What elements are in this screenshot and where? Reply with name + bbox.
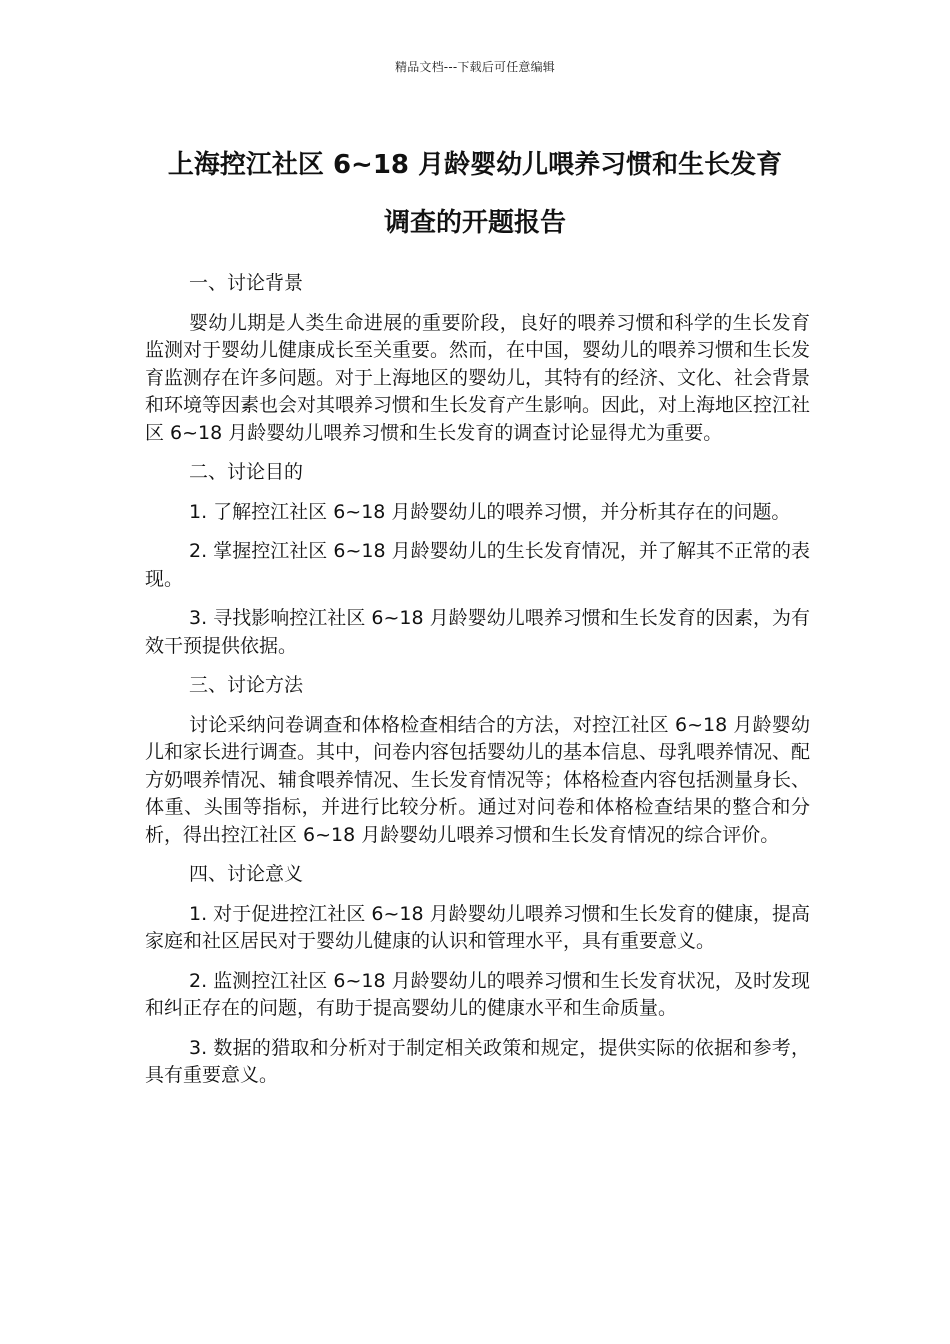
purpose-item-1: 1. 了解控江社区 6~18 月龄婴幼儿的喂养习惯，并分析其存在的问题。 — [189, 500, 791, 523]
title-line-2: 调查的开题报告 — [383, 208, 566, 238]
section-heading-method: 三、讨论方法 — [189, 674, 304, 696]
background-paragraph: 婴幼儿期是人类生命进展的重要阶段，良好的喂养习惯和科学的生长发育监测对于婴幼儿健康成长至关重要。然而，在中国，婴幼儿的喂养习惯和生长发育监测存在许多问题。对于上海地区的婴幼儿，其特有的经济、文化、社会背景和环境等因素也会对其喂养习惯和生长发育产生影响。因此，对上海地区控江社区 6~18 月龄婴幼儿喂养习惯和生长发育的调查讨论显得尤为重要。 — [145, 311, 811, 444]
purpose-item-2: 2. 掌握控江社区 6~18 月龄婴幼儿的生长发育情况，并了解其不正常的表现。 — [145, 540, 810, 590]
significance-item-3: 3. 数据的猎取和分析对于制定相关政策和规定，提供实际的依据和参考，具有重要意义。 — [145, 1036, 810, 1086]
method-paragraph: 讨论采纳问卷调查和体格检查相结合的方法，对控江社区 6~18 月龄婴幼儿和家长进行调查。其中，问卷内容包括婴幼儿的基本信息、母乳喂养情况、配方奶喂养情况、辅食喂养情况、生长发育情况等；体格检查内容包括测量身长、体重、头围等指标，并进行比较分析。通过对问卷和体格检查结果的整合和分析，得出控江社区 6~18 月龄婴幼儿喂养习惯和生长发育情况的综合评价。 — [145, 713, 811, 846]
purpose-item-3: 3. 寻找影响控江社区 6~18 月龄婴幼儿喂养习惯和生长发育的因素，为有效干预提供依据。 — [145, 607, 810, 657]
significance-item-1: 1. 对于促进控江社区 6~18 月龄婴幼儿喂养习惯和生长发育的健康，提高家庭和社区居民对于婴幼儿健康的认识和管理水平，具有重要意义。 — [145, 902, 810, 952]
page-header: 精品文档---下载后可任意编辑 — [395, 60, 555, 74]
section-heading-purpose: 二、讨论目的 — [189, 461, 304, 483]
section-heading-background: 一、讨论背景 — [189, 272, 304, 294]
section-heading-significance: 四、讨论意义 — [189, 863, 304, 885]
title-line-1: 上海控江社区 6~18 月龄婴幼儿喂养习惯和生长发育 — [167, 150, 783, 180]
document-title — [120, 136, 830, 252]
significance-item-2: 2. 监测控江社区 6~18 月龄婴幼儿的喂养习惯和生长发育状况，及时发现和纠正存在的问题，有助于提高婴幼儿的健康水平和生命质量。 — [145, 969, 810, 1019]
document-body — [145, 270, 810, 1102]
